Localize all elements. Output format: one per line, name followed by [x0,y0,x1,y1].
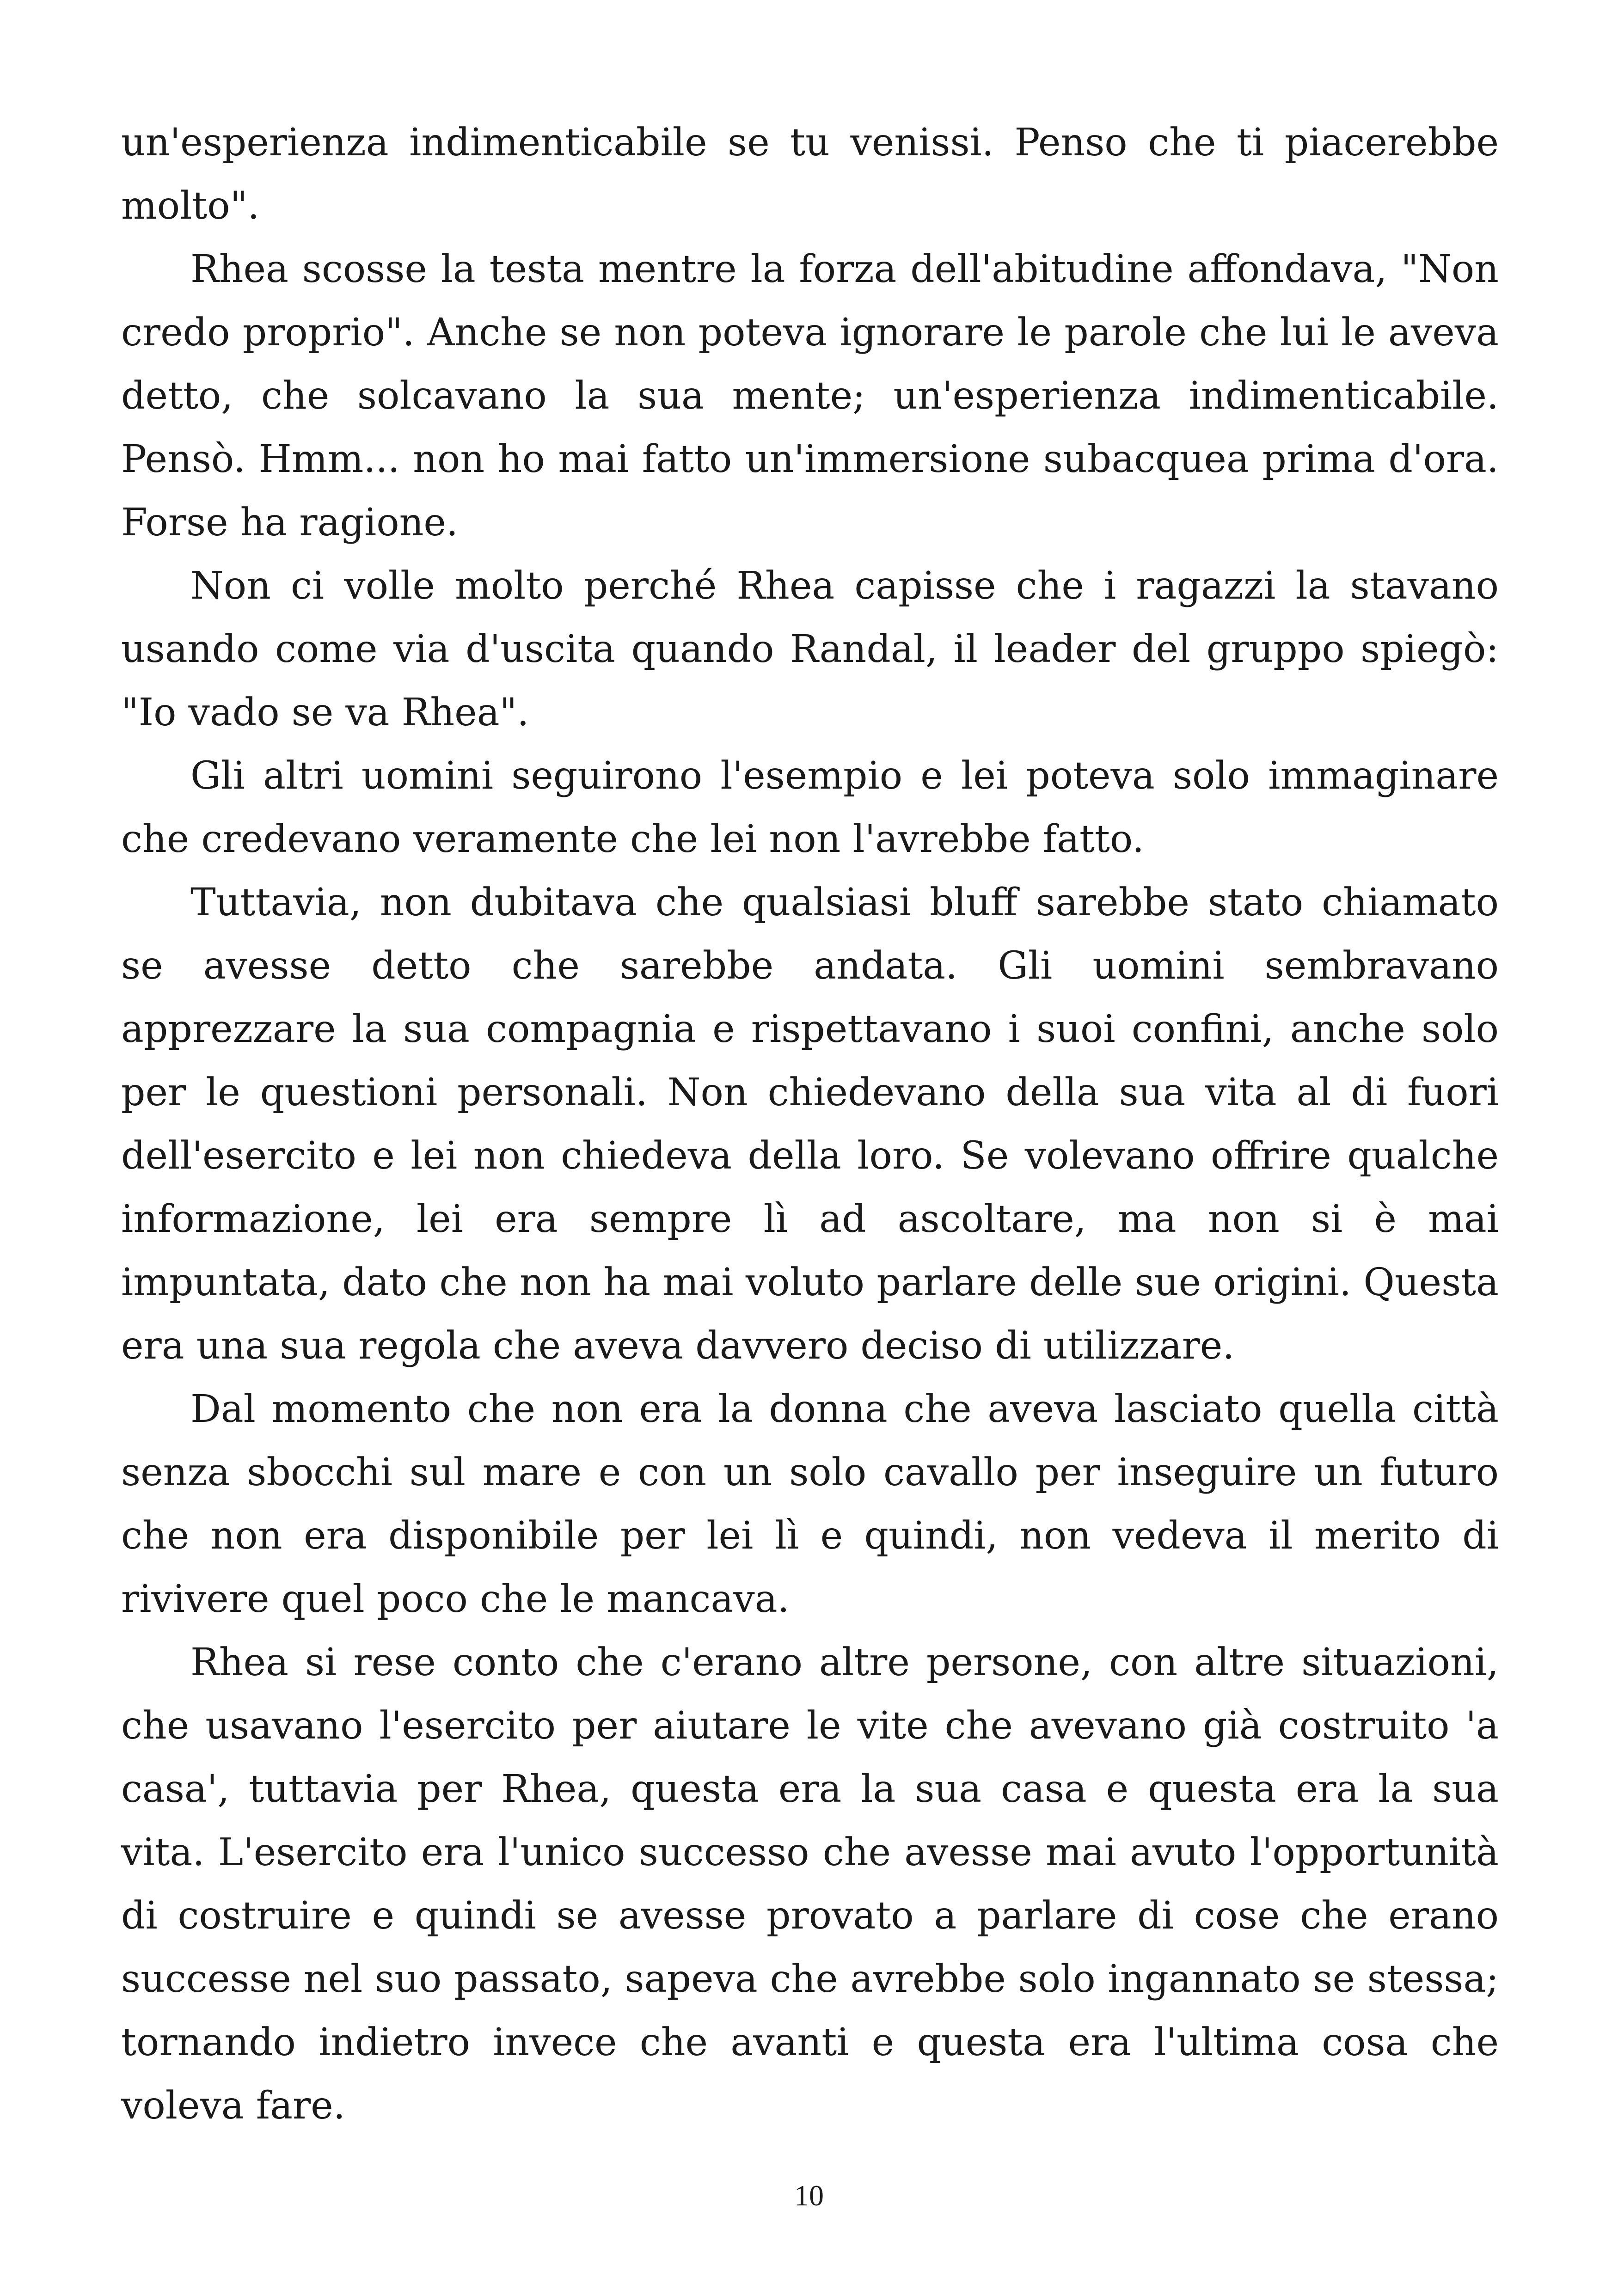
paragraph: Tuttavia, non dubitava che qualsiasi bluff sarebbe stato chiamato se avesse detto che sarebbe andata. Gli uomini sembravano apprezzare la sua compagnia e rispettavano i suoi confini, anche solo per le questioni personali. Non chiedevano della sua vita al di fuori dell'esercito e lei non chiedeva della loro. Se volevano offrire qualche informazione, lei era sempre lì ad ascoltare, ma non si è mai impuntata, dato che non ha mai voluto parlare delle sue origini. Questa era una sua regola che aveva davvero deciso di utilizzare. [121,881,1499,1368]
paragraph: Dal momento che non era la donna che aveva lasciato quella città senza sbocchi sul mare e con un solo cavallo per inseguire un futuro che non era disponibile per lei lì e quindi, non vedeva il merito di rivivere quel poco che le mancava. [121,1387,1499,1621]
body-text [121,111,1499,2137]
paragraph: Rhea scosse la testa mentre la forza dell'abitudine affondava, "Non credo proprio". Anche se non poteva ignorare le parole che lui le aveva detto, che solcavano la sua mente; un'esperienza indimenticabile. Pensò. Hmm... non ho mai fatto un'immersione subacquea prima d'ora. Forse ha ragione. [121,247,1499,545]
page-number: 10 [794,2179,824,2212]
paragraph: Non ci volle molto perché Rhea capisse che i ragazzi la stavano usando come via d'uscita quando Randal, il leader del gruppo spiegò: "Io vado se va Rhea". [121,564,1499,735]
paragraph: Rhea si rese conto che c'erano altre persone, con altre situazioni, che usavano l'esercito per aiutare le vite che avevano già costruito 'a casa', tuttavia per Rhea, questa era la sua casa e questa era la sua vita. L'esercito era l'unico successo che avesse mai avuto l'opportunità di costruire e quindi se avesse provato a parlare di cose che erano successe nel suo passato, sapeva che avrebbe solo ingannato se stessa; tornando indietro invece che avanti e questa era l'ultima cosa che voleva fare. [121,1641,1499,2128]
paragraph: Gli altri uomini seguirono l'esempio e lei poteva solo immaginare che credevano veramente che lei non l'avrebbe fatto. [121,754,1499,861]
paragraph: un'esperienza indimenticabile se tu venissi. Penso che ti piacerebbe molto". [121,121,1499,228]
